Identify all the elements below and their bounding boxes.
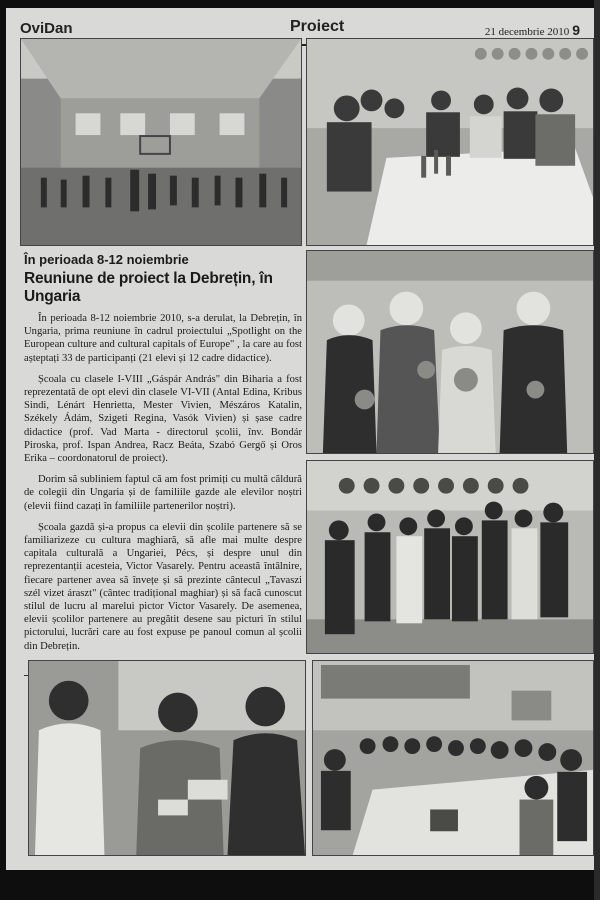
photo-group-standing <box>306 460 594 654</box>
article-paragraph: Școala cu clasele I-VIII „Gáspár András" din Biharia a fost reprezentată de opt elevi din clasele VI-VII (Antal Edina, Kribus Sindi, Lénárt Henrietta, Mester Vivien, Mészáros Katalin, Székely Ádám, Szigeti Regina, Vasók Vivien) și șase cadre didactice (prof. Vad Marta - directorul școlii, înv. Bondár Piroska, prof. Ispan Andrea, Racz Beáta, Szabó Gergő și Oros Erika – coordonatorul de proiect). <box>24 373 302 465</box>
photo-classroom-workshop <box>312 660 594 856</box>
article-paragraph: Dorim să subliniem faptul că am fost primiți cu multă căldură de colegii din Ungaria și de familiile gazde ale elevilor noștri (elevii fiind cazați în familiile partenerilor noștri). <box>24 474 302 512</box>
page-number: 9 <box>572 22 580 38</box>
newspaper-page <box>6 8 594 870</box>
date-and-page <box>485 22 580 38</box>
photo-women-crafting <box>28 660 306 856</box>
article-body <box>24 312 302 653</box>
article <box>24 252 302 689</box>
article-headline: Reuniune de proiect la Debrețin, în Ungaria <box>24 270 273 305</box>
photo-gym-dance <box>20 38 302 246</box>
article-paragraph: Școala gazdă și-a propus ca elevii din școlile partenere să se familiarizeze cu cultura maghiară, să afle mai multe despre capitala culturală a Ungariei, Pécs, și despre unul din reprezentanții acesteia, Victor Vasarely. Pentru această întâlnire, fiecare partener avea să învețe și să prezinte cântecul „Tavaszi szél vizet áraszt" (cântec tradițional maghiar) și să facă cunoscut stilul de lucru al marelui pictor Victor Vasarely. De asemenea, elevii școlilor partenere au pregătit desene sau picturi în stilul pictorului, lucrări care au fost expuse pe panoul comun al școlii din Debrețin. <box>24 521 302 652</box>
issue-date: 21 decembrie 2010 <box>484 26 570 38</box>
binding-edge <box>594 0 600 900</box>
article-kicker: În perioada 8-12 noiembrie <box>24 252 189 267</box>
section-title: Proiect <box>290 18 345 35</box>
publication-name: OviDan <box>20 20 73 37</box>
photo-four-girls <box>306 250 594 454</box>
photo-dinner-table <box>306 38 594 246</box>
article-paragraph: În perioada 8-12 noiembrie 2010, s-a derulat, la Debrețin, în Ungaria, prima reuniune în cadrul proiectului „Spotlight on the European culture and cultural capitals of Europe" , la care au fost așteptați 33 de participanți (21 elevi și 12 cadre didactice). <box>24 313 302 364</box>
